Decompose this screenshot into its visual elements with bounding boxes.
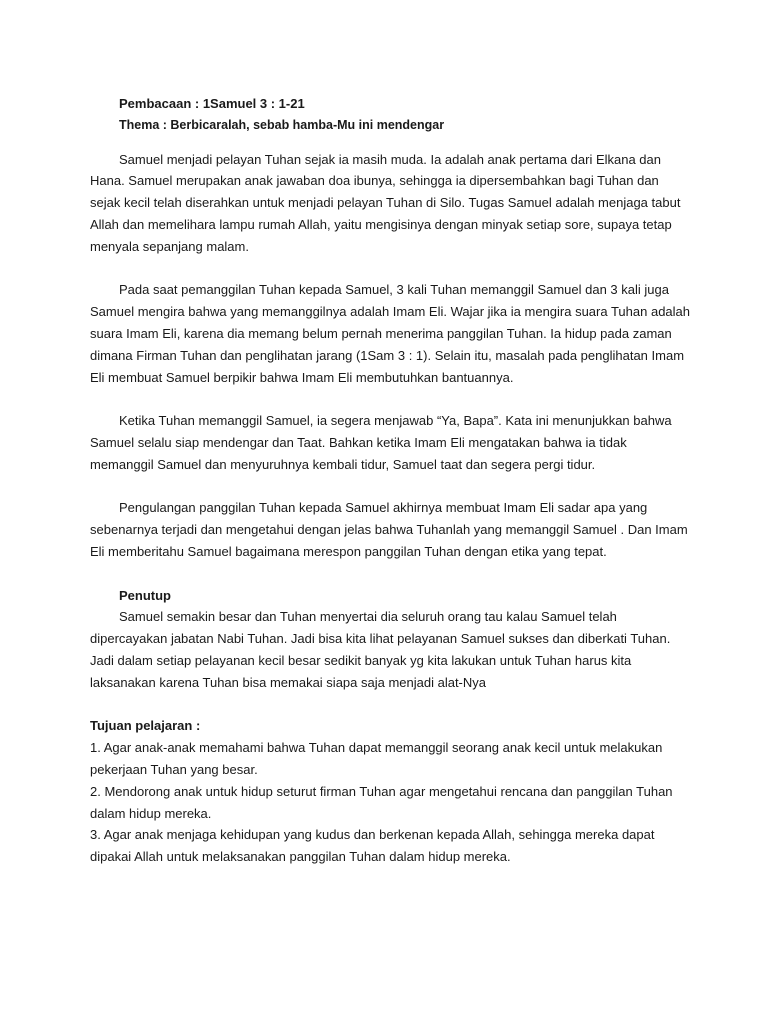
theme-line: Thema : Berbicaralah, sebab hamba-Mu ini mendengar — [119, 117, 445, 132]
reading-reference: Pembacaan : 1Samuel 3 : 1-21 — [119, 96, 305, 111]
paragraph-3: Ketika Tuhan memanggil Samuel, ia segera menjawab “Ya, Bapa”. Kata ini menunjukkan bahwa Samuel selalu siap mendengar dan Taat. Bahkan ketika Imam Eli mengatakan bahwa ia tidak memanggil Samuel dan menyuruhnya kembali tidur, Samuel taat dan segera pergi tidur. — [90, 413, 672, 472]
paragraph-2: Pada saat pemanggilan Tuhan kepada Samuel, 3 kali Tuhan memanggil Samuel dan 3 kali juga Samuel mengira bahwa yang memanggilnya adalah Imam Eli. Wajar jika ia mengira suara Tuhan adalah suara Imam Eli, karena dia memang belum pernah menerima panggilan Tuhan. Ia hidup pada zaman dimana Firman Tuhan dan penglihatan jarang (1Sam 3 : 1). Selain itu, masalah pada penglihatan Imam Eli membuat Samuel berpikir bahwa Imam Eli membutuhkan bantuannya. — [90, 282, 691, 385]
document-page — [90, 93, 690, 868]
objective-item-1: 1. Agar anak-anak memahami bahwa Tuhan dapat memanggil seorang anak kecil untuk melakukan pekerjaan Tuhan yang besar. — [90, 740, 663, 777]
objective-item-2: 2. Mendorong anak untuk hidup seturut firman Tuhan agar mengetahui rencana dan panggilan Tuhan dalam hidup mereka. — [90, 783, 673, 821]
paragraph-1: Samuel menjadi pelayan Tuhan sejak ia masih muda. Ia adalah anak pertama dari Elkana dan Hana. Samuel merupakan anak jawaban doa ibunya, sehingga ia dipersembahkan bagi Tuhan dan sejak kecil telah diserahkan untuk menjadi pelayan Tuhan di Silo. Tugas Samuel adalah menjaga tabut Allah dan memelihara lampu rumah Allah, yaitu mengisinya dengan minyak setiap sore, supaya tetap menyala sepanjang malam. — [90, 151, 681, 254]
objectives-title: Tujuan pelajaran : — [90, 718, 201, 734]
objective-item-3: 3. Agar anak menjaga kehidupan yang kudus dan berkenan kepada Allah, sehingga mereka dapat dipakai Allah untuk melaksanakan panggilan Tuhan dalam hidup mereka. — [90, 827, 655, 865]
closing-title: Penutup — [119, 587, 171, 603]
paragraph-4: Pengulangan panggilan Tuhan kepada Samuel akhirnya membuat Imam Eli sadar apa yang sebenarnya terjadi dan mengetahui dengan jelas bahwa Tuhanlah yang memanggil Samuel . Dan Imam Eli memberitahu Samuel bagaimana merespon panggilan Tuhan dengan etika yang tepat. — [90, 500, 688, 559]
closing-paragraph: Samuel semakin besar dan Tuhan menyertai dia seluruh orang tau kalau Samuel telah dipercayakan jabatan Nabi Tuhan. Jadi bisa kita lihat pelayanan Samuel sukses dan diberkati Tuhan. Jadi dalam setiap pelayanan kecil besar sedikit banyak yg kita lakukan untuk Tuhan harus kita laksanakan karena Tuhan bisa memakai siapa saja menjadi alat-Nya — [90, 609, 671, 690]
